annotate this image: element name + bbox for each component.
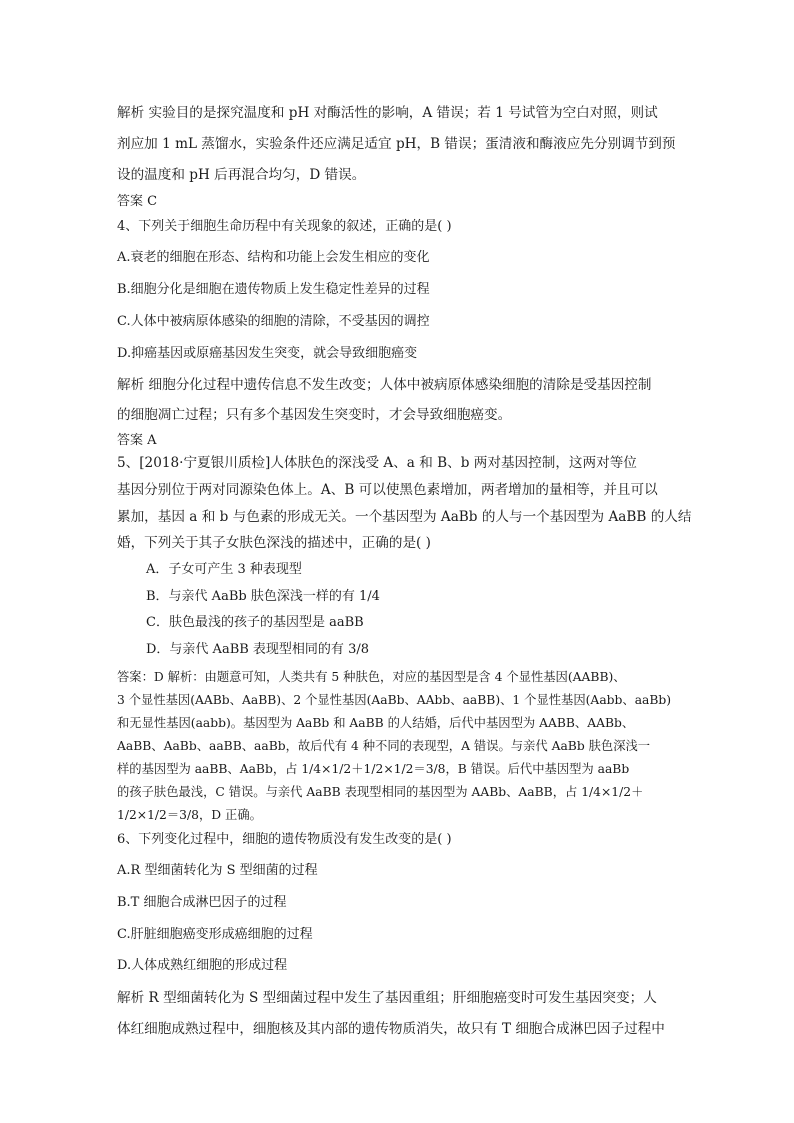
text-line: A．子女可产生 3 种表现型 <box>146 562 302 577</box>
text-line: 答案 A <box>117 433 157 448</box>
text-line: 样的基因型为 aaBB、AaBb，占 1/4×1/2＋1/2×1/2＝3/8，B 错误。后代中基因型为 aaBb <box>117 762 630 776</box>
text-line: 体红细胞成熟过程中，细胞核及其内部的遗传物质消失，故只有 T 细胞合成淋巴因子过程中 <box>117 1021 665 1037</box>
text-line: 解析 R 型细菌转化为 S 型细菌过程中发生了基因重组；肝细胞癌变时可发生基因突变；人 <box>117 990 657 1006</box>
text-line: 婚，下列关于其子女肤色深浅的描述中，正确的是( ) <box>117 535 431 551</box>
text-line: C．肤色最浅的孩子的基因型是 aaBB <box>146 615 364 630</box>
text-line: C.肝脏细胞癌变形成癌细胞的过程 <box>117 927 313 942</box>
text-line: D.人体成熟红细胞的形成过程 <box>117 958 288 973</box>
text-line: 4、下列关于细胞生命历程中有关现象的叙述，正确的是( ) <box>117 219 452 234</box>
text-line: 的细胞凋亡过程；只有多个基因发生突变时，才会导致细胞癌变。 <box>117 407 512 423</box>
text-line: 剂应加 1 mL 蒸馏水，实验条件还应满足适宜 pH，B 错误；蛋清液和酶液应先分别调节到预 <box>117 136 676 152</box>
text-line: B．与亲代 AaBb 肤色深浅一样的有 1/4 <box>146 589 380 604</box>
text-line: 累加，基因 a 和 b 与色素的形成无关。一个基因型为 AaBb 的人与一个基因型为 AaBB 的人结 <box>117 509 692 525</box>
text-line: 设的温度和 pH 后再混合均匀，D 错误。 <box>117 167 366 183</box>
text-line: 6、下列变化过程中，细胞的遗传物质没有发生改变的是( ) <box>117 832 452 847</box>
text-line: 答案：D 解析：由题意可知，人类共有 5 种肤色，对应的基因型是含 4 个显性基因(AABB)、 <box>117 670 626 684</box>
text-line: 解析 实验目的是探究温度和 pH 对酶活性的影响，A 错误；若 1 号试管为空白对照，则试 <box>117 105 658 121</box>
text-line: 解析 细胞分化过程中遗传信息不发生改变；人体中被病原体感染细胞的清除是受基因控制 <box>117 377 652 393</box>
text-line: D.抑癌基因或原癌基因发生突变，就会导致细胞癌变 <box>117 346 418 361</box>
text-line: 和无显性基因(aabb)。基因型为 AaBb 和 AaBB 的人结婚，后代中基因型为 AABB、AABb、 <box>117 716 635 730</box>
text-line: B.细胞分化是细胞在遗传物质上发生稳定性差异的过程 <box>117 282 430 297</box>
text-line: 1/2×1/2＝3/8，D 正确。 <box>117 808 262 822</box>
text-line: 3 个显性基因(AABb、AaBB)、2 个显性基因(AaBb、AAbb、aaBB)、1 个显性基因(Aabb、aaBb) <box>117 693 672 707</box>
text-line: C.人体中被病原体感染的细胞的清除，不受基因的调控 <box>117 314 430 329</box>
text-line: AaBB、AaBb、aaBB、aaBb，故后代有 4 种不同的表现型，A 错误。与亲代 AaBb 肤色深浅一 <box>117 739 651 753</box>
text-line: 基因分别位于两对同源染色体上。A、B 可以使黑色素增加，两者增加的量相等，并且可以 <box>117 482 658 498</box>
text-line: 5、[2018·宁夏银川质检]人体肤色的深浅受 A、a 和 B、b 两对基因控制，这两对等位 <box>117 455 637 471</box>
text-line: B.T 细胞合成淋巴因子的过程 <box>117 895 287 910</box>
text-line: D．与亲代 AaBB 表现型相同的有 3/8 <box>146 642 369 657</box>
text-line: 答案 C <box>117 194 158 209</box>
text-line: A.衰老的细胞在形态、结构和功能上会发生相应的变化 <box>117 250 430 265</box>
text-line: A.R 型细菌转化为 S 型细菌的过程 <box>117 863 318 878</box>
text-line: 的孩子肤色最浅，C 错误。与亲代 AaBB 表现型相同的基因型为 AABb、AaBB，占 1/4×1/2＋ <box>117 785 644 799</box>
